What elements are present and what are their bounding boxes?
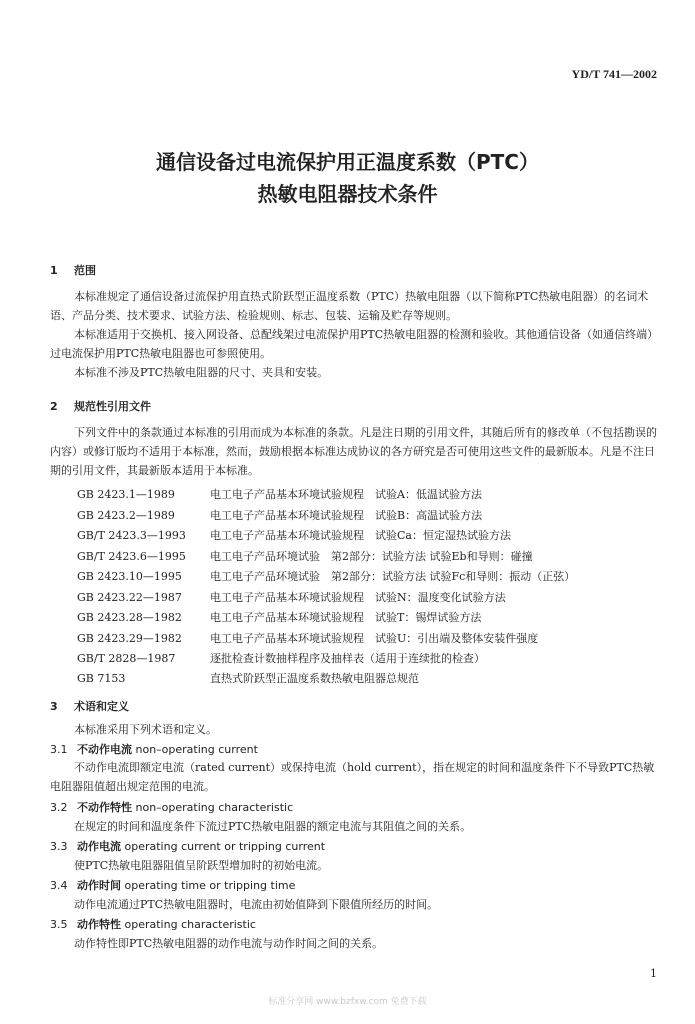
section-number: 2: [50, 400, 58, 413]
watermark: 标准分享网 www.bzfxw.com 免费下载: [268, 997, 427, 1007]
reference-code: GB 2423.10—1995: [77, 570, 182, 583]
reference-item: [77, 670, 419, 686]
reference-title: 电工电子产品基本环境试验规程 试验Ca：恒定湿热试验方法: [210, 529, 511, 542]
reference-title: 电工电子产品基本环境试验规程 试验T：锡焊试验方法: [210, 611, 482, 624]
reference-code: GB 2423.1—1989: [77, 488, 175, 501]
term-en: non–operating characteristic: [135, 801, 294, 814]
term-definition: 在规定的时间和温度条件下流过PTC热敏电阻器的额定电流与其阻值之间的关系。: [74, 820, 472, 833]
term-number: 3.4: [50, 879, 68, 892]
reference-item: [77, 486, 482, 502]
reference-title: 逐批检查计数抽样程序及抽样表（适用于连续批的检查）: [210, 652, 485, 665]
section-2-heading: [50, 398, 151, 414]
document-code: YD/T 741—2002: [571, 67, 657, 81]
section-1-heading: [50, 262, 96, 278]
term-number: 3.1: [50, 743, 68, 756]
term-heading: [50, 741, 258, 757]
reference-title: 电工电子产品基本环境试验规程 试验N：温度变化试验方法: [210, 591, 506, 604]
reference-code: GB 2423.29—1982: [77, 632, 182, 645]
reference-code: GB 2423.28—1982: [77, 611, 182, 624]
reference-item: [77, 630, 538, 646]
section-title: 范围: [74, 264, 96, 277]
section-3-heading: [50, 698, 129, 714]
reference-code: GB/T 2423.6—1995: [77, 550, 186, 563]
title-line-2: 热敏电阻器技术条件: [257, 182, 438, 206]
reference-title: 电工电子产品环境试验 第2部分：试验方法 试验Eb和导则：碰撞: [210, 550, 533, 563]
reference-code: GB 2423.2—1989: [77, 509, 175, 522]
section-1-paragraph-2: 本标准适用于交换机、接入网设备、总配线架过电流保护用PTC热敏电阻器的检测和验收。其他通信设备（如通信终端）过电流保护用PTC热敏电阻器也可参照使用。: [50, 328, 659, 360]
reference-item: [77, 527, 511, 543]
term-definition: 动作特性即PTC热敏电阻器的动作电流与动作时间之间的关系。: [74, 937, 384, 950]
reference-item: [77, 507, 482, 523]
reference-item: [77, 609, 481, 625]
section-2-intro: 下列文件中的条款通过本标准的引用而成为本标准的条款。凡是注日期的引用文件，其随后所有的修改单（不包括勘误的内容）或修订版均不适用于本标准，然而，鼓励根据本标准达成协议的各方研究是否可使用这些文件的最新版本。凡是不注日期的引用文件，其最新版本适用于本标准。: [50, 426, 657, 477]
term-zh: 不动作电流: [77, 743, 132, 756]
reference-title: 电工电子产品基本环境试验规程 试验B：高温试验方法: [210, 509, 483, 522]
section-1-paragraph-1: 本标准规定了通信设备过流保护用直热式阶跃型正温度系数（PTC）热敏电阻器（以下简称PTC热敏电阻器）的名词术语、产品分类、技术要求、试验方法、检验规则、标志、包装、运输及贮存等规则。: [50, 290, 649, 322]
reference-title: 电工电子产品环境试验 第2部分：试验方法 试验Fc和导则：振动（正弦）: [210, 570, 576, 583]
reference-item: [77, 568, 575, 584]
term-zh: 动作特性: [77, 918, 121, 931]
reference-item: [77, 650, 485, 666]
term-definition: 不动作电流即额定电流（rated current）或保持电流（hold current），指在规定的时间和温度条件下不导致PTC热敏电阻器阻值超出规定范围的电流。: [50, 761, 655, 793]
term-zh: 不动作特性: [77, 801, 132, 814]
title-line-1: 通信设备过电流保护用正温度系数（PTC）: [156, 150, 539, 174]
term-heading: [50, 877, 295, 893]
term-en: non–operating current: [135, 743, 258, 756]
reference-code: GB 2423.22—1987: [77, 591, 182, 604]
reference-item: [77, 548, 533, 564]
reference-code: GB/T 2828—1987: [77, 652, 176, 665]
section-3-intro: 本标准采用下列术语和定义。: [74, 723, 217, 736]
term-definition: 使PTC热敏电阻器阻值呈阶跃型增加时的初始电流。: [74, 859, 329, 872]
reference-code: GB 7153: [77, 672, 126, 685]
reference-item: [77, 589, 506, 605]
reference-code: GB/T 2423.3—1993: [77, 529, 186, 542]
term-heading: [50, 838, 325, 854]
term-zh: 动作电流: [77, 840, 121, 853]
section-number: 3: [50, 700, 58, 713]
term-en: operating time or tripping time: [124, 879, 296, 892]
term-number: 3.3: [50, 840, 68, 853]
section-number: 1: [50, 264, 58, 277]
term-definition: 动作电流通过PTC热敏电阻器时，电流由初始值降到下限值所经历的时间。: [74, 898, 439, 911]
page-number: 1: [650, 967, 657, 980]
reference-title: 直热式阶跃型正温度系数热敏电阻器总规范: [210, 672, 419, 685]
term-number: 3.5: [50, 918, 68, 931]
term-zh: 动作时间: [77, 879, 121, 892]
section-1-paragraph-3: 本标准不涉及PTC热敏电阻器的尺寸、夹具和安装。: [74, 366, 329, 379]
term-en: operating characteristic: [124, 918, 256, 931]
reference-title: 电工电子产品基本环境试验规程 试验A：低温试验方法: [210, 488, 482, 501]
term-heading: [50, 799, 293, 815]
section-title: 术语和定义: [74, 700, 129, 713]
term-heading: [50, 916, 256, 932]
term-en: operating current or tripping current: [124, 840, 326, 853]
term-number: 3.2: [50, 801, 68, 814]
section-title: 规范性引用文件: [74, 400, 151, 413]
reference-title: 电工电子产品基本环境试验规程 试验U：引出端及整体安装件强度: [210, 632, 539, 645]
